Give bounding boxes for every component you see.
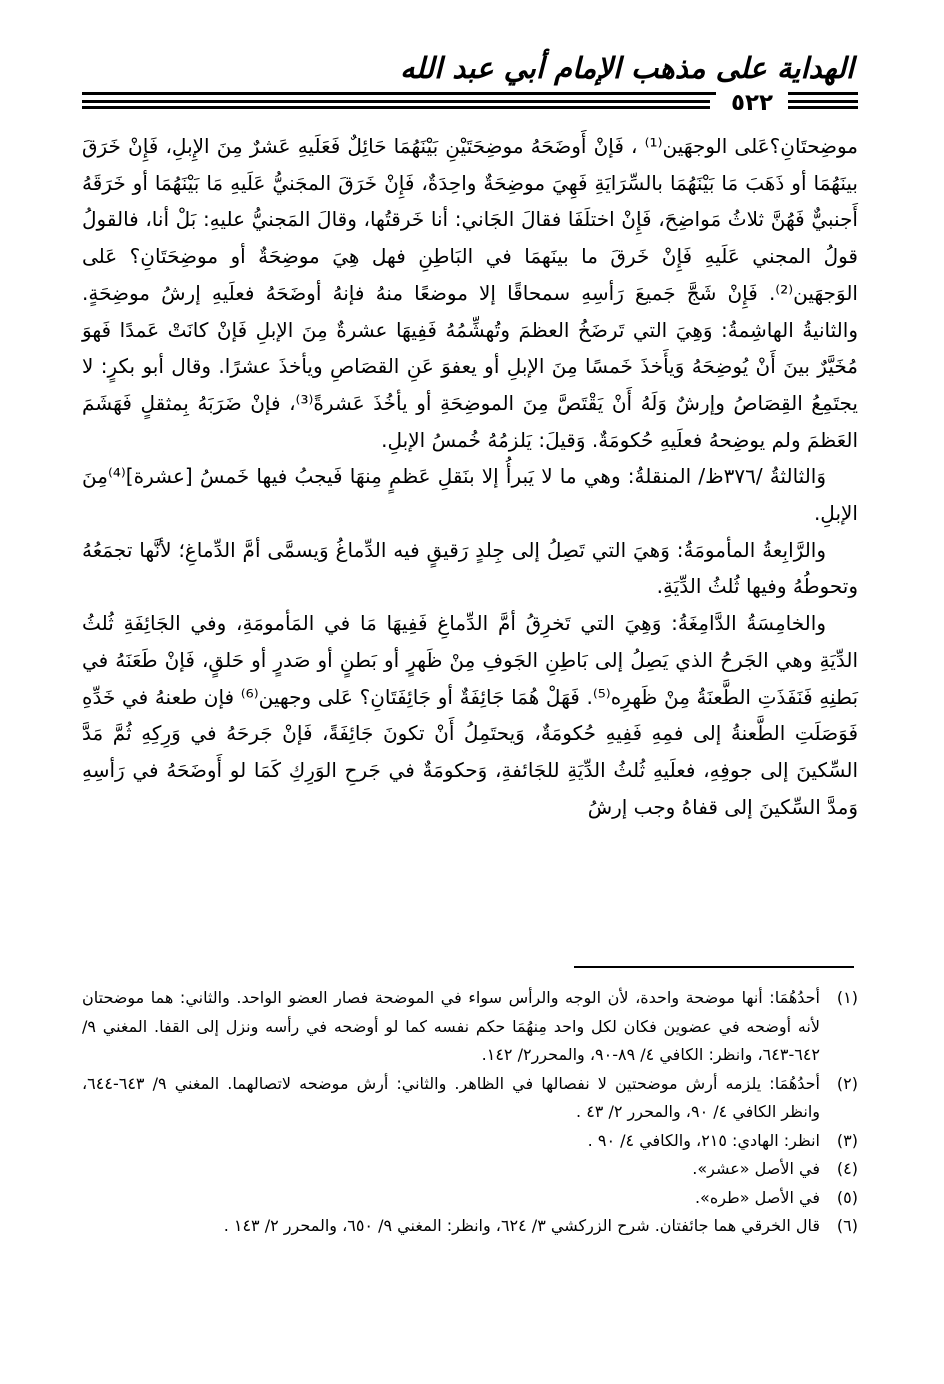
footnote-1 — [82, 984, 858, 1070]
main-text — [82, 128, 858, 825]
footnote-6 — [82, 1212, 858, 1241]
footnote-number: (٤) — [836, 1159, 858, 1178]
paragraph-1: موضِحتَانِ؟عَلى الوجهَين⁽¹⁾ ، فَإنْ أَوضَحَهُ موضِحَتَيْنِ بَيْنَهُمَا حَائِلٌ فَعَلَيهِ عَشرٌ مِنَ الإِبلِ، فَإِنْ خَرَقَ بينَهُمَا أو ذَهَبَ مَا بَيْنَهُمَا بالسِّرَايَةِ فَهِيَ موضِحَةٌ واحِدَةٌ، فَإِنْ خَرَقَ المجَنيُّ عَلَيهِ مَا بَيْنَهُمَا أو خَرَقَهُ أَجنبيٌّ فَهُنَّ ثلاثُ مَواضِحَ، فَإِنْ اختلَفَا فقالَ الجَاني: أنا خَرقتُها، وقالَ المَجنيُّ عليهِ: بَلْ أنا، فالقولُ قولُ المجني عَلَيهِ فَإِنْ خَرقَ ما بينَهمَا في البَاطِنِ فهل هِيَ موضِحَةٌ أو موضِحَتَانِ؟ عَلى الوَجهَين⁽²⁾. فَإِنْ شَجَّ جَميعَ رَأسِهِ سمحاقًا إلا موضعًا منهُ فإنهُ أوضَحَهُ فعلَيهِ إرشُ موضِحَةٍ. والثانيةُ الهاشِمةُ: وَهِيَ التي تَرضَخُ العظمَ وتُهشِّمُهُ فَفِيهَا عشرةٌ مِنَ الإبلِ فَإنْ كانَتْ عَمدًا فَهوَ مُخَيَّرٌ بينَ أَنْ يُوضِحَهُ وَيأَخذَ خَمسًا مِنَ الإبلِ أو يعفوَ عَنِ القصَاصِ ويأخذَ عشرًا. وقال أبو بكرٍ: لا يجتَمِعُ القِصَاصُ وإرشٌ وَلَهُ أَنْ يَقْتَصَّ مِنَ الموضِحَةِ أو يأخُذَ عَشرةً⁽³⁾، فإنْ ضَرَبَهُ بِمثقلٍ فَهَشَمَ العَظمَ ولم يوضِحهُ فعلَيهِ حُكومَةٌ. وَقيلَ: يَلزمُهُ خُمسُ الإبلِ. — [82, 134, 859, 452]
footnote-number: (٥) — [836, 1187, 858, 1207]
footnote-text: قال الخرقي هما جائفتان. شرح الزركشي ٣/ ٦٢٤، وانظر: المغني ٩/ ٦٥٠، والمحرر ٢/ ١٤٣ . — [223, 1216, 820, 1235]
paragraph-4: والخامِسَةُ الدَّامِغَةُ: وَهِيَ التي تَخرِقُ أمَّ الدِّماغِ فَفِيهَا مَا في المَأمومَةِ، وفي الجَائِفَةِ ثُلثُ الدِّيَةِ وهي الجَرحُ الذي يَصِلُ إلى بَاطِنِ الجَوفِ مِنْ ظَهرٍ أو بَطنٍ أو صَدرٍ أو حَلقٍ، فَإنْ طَعَنَهُ في بَطنِهِ فَنَفَذَتِ الطَّعنَةُ مِنْ ظَهرِه⁽⁵⁾. فَهَلْ هُمَا جَائِفَةٌ أو جَائِفَتَانِ؟ عَلى وجهين⁽⁶⁾ فإن طعنهُ في خَدِّهِ فَوَصَلَتِ الطَّعنةُ إلى فمِهِ فَفِيهِ حُكومَةٌ، وَيحتَمِلُ أَنْ تكونَ جَائِفَةً، فَإنْ جَرحَهُ في وَرِكِهِ ثُمَّ مَدَّ السِّكينَ إلى جوفِهِ، فعلَيهِ ثُلثُ الدِّيَةِ للجَائفةِ، وَحكومَةٌ في جَرحِ الوَرِكِ كَمَا لو أَوضَحَهُ في رَأسِهِ وَمدَّ السِّكينَ إلى قفاهُ وجب إرشُ — [82, 611, 859, 819]
header-rule-double-right-top — [788, 100, 858, 103]
footnote-5 — [82, 1184, 858, 1213]
footnotes — [82, 984, 858, 1241]
footnote-number: (٦) — [836, 1216, 858, 1235]
footnote-number: (٣) — [836, 1130, 858, 1150]
header-rule-double-right-bottom — [788, 106, 858, 109]
running-header-title: الهداية على مذهب الإمام أبي عبد الله — [400, 51, 854, 85]
footnote-text: في الأصل «طره». — [694, 1187, 820, 1207]
footnote-text: انظر: الهادي: ٢١٥، والكافي ٤/ ٩٠ . — [587, 1130, 820, 1150]
footnote-2 — [82, 1070, 858, 1127]
footnote-text: في الأصل «عشر». — [692, 1159, 820, 1178]
footnote-number: (٢) — [836, 1073, 858, 1093]
footnote-3 — [82, 1127, 858, 1156]
page-number: ٥٢٢ — [716, 88, 788, 118]
paragraph-3: والرَّابِعةُ المأمومَةُ: وَهيَ التي تَصِلُ إلى جِلدٍ رَقيقٍ فيه الدِّماغُ وَيسمَّى أمَّ الدِّماغِ؛ لأنَّها تجمَعُهُ وتحوطُهُ وفيها ثُلثُ الدِّيَةِ. — [82, 537, 858, 599]
header-rule-double-left-bottom — [82, 106, 710, 109]
footnote-number: (١) — [836, 988, 858, 1007]
header-rule-double-left-top — [82, 100, 710, 103]
paragraph-2: وَالثالثةُ /٣٧٦ظ/ المنقلةُ: وهي ما لا يَبرأُ إلا بنَقلِ عَظمٍ مِنهَا فَيجبُ فيها خَمسُ [عشرة]⁽⁴⁾مِنَ الإبلِ. — [82, 464, 858, 526]
footnote-text: أحدُهُمَا: يلزمه أرش موضحتين لا نفصالها في الظاهر. والثاني: أرش موضحه لاتصالهما. المغني ٩/ ٦٤٣-٦٤٤، وانظر الكافي ٤/ ٩٠، والمحرر ٢/ ٤٣ . — [82, 1073, 820, 1121]
footnote-text: أحدُهُمَا: أنها موضحة واحدة، لأن الوجه والرأس سواء في الموضحة فصار العضو الواحد. والثاني: هما موضحتان لأنه أوضحه في عضوين فكان لكل واحد مِنهُمَا حكم نفسه كما لو أوضحه في رأسه ونزل إلى القفا. المغني ٩/ ٦٤٢-٦٤٣، وانظر: الكافي ٤/ ٨٩-٩٠، والمحرر٢/ ١٤٢. — [82, 988, 820, 1064]
footnote-separator — [574, 966, 854, 968]
footnote-4 — [82, 1155, 858, 1184]
